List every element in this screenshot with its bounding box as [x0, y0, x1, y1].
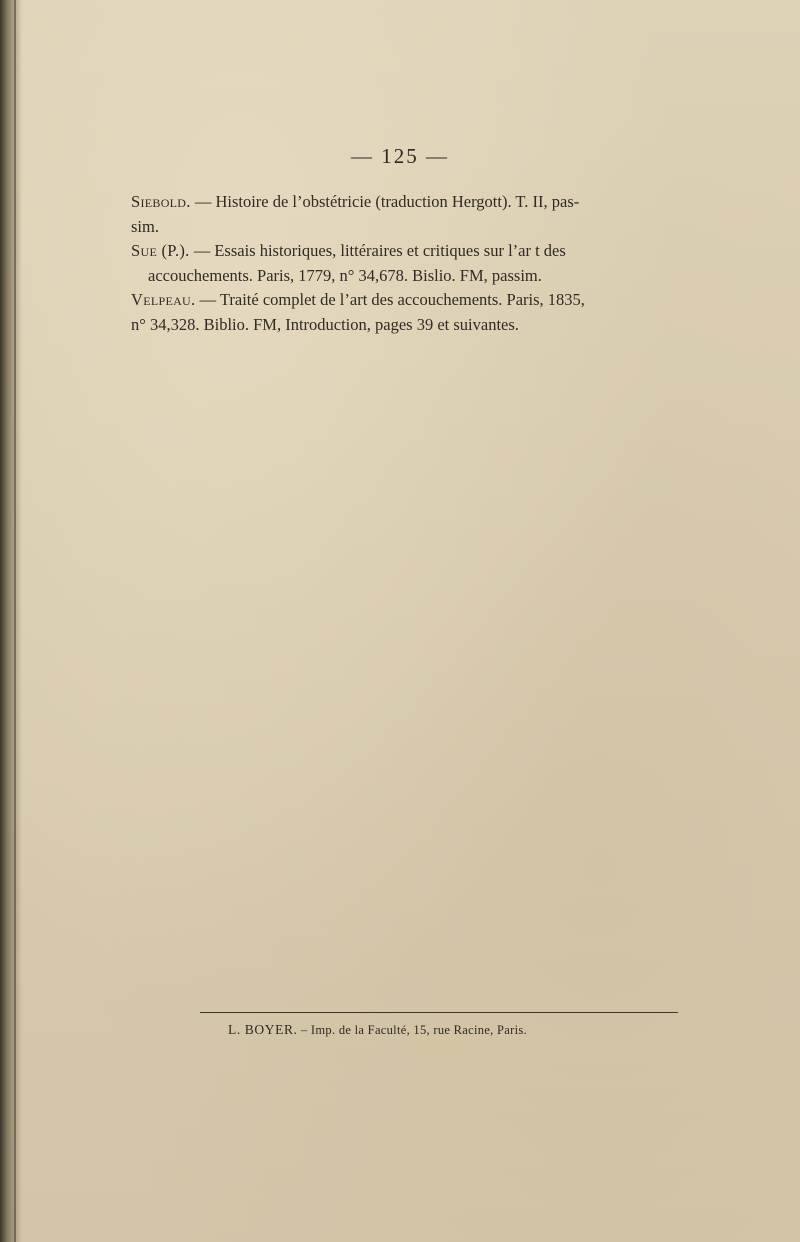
entry-text: — Essais historiques, littéraires et critiques sur l’ar t des: [189, 241, 566, 260]
entry-author: Siebold.: [131, 192, 191, 211]
entry-continuation-line: sim.: [131, 216, 159, 236]
entry-text: — Traité complet de l’art des accouchements. Paris, 1835,: [195, 290, 585, 309]
spine-line: [14, 0, 16, 1242]
page-number: — 125 —: [351, 144, 449, 168]
entry-continuation-line: accouchements. Paris, 1779, n° 34,678. Bislio. FM, passim.: [148, 265, 542, 285]
entry-author: Velpeau.: [131, 290, 196, 309]
spine-shadow: [0, 0, 22, 1242]
bibliography-entries: [131, 190, 696, 337]
entry-author: Sue (P.).: [131, 241, 190, 260]
bibliography-entry: [131, 239, 696, 288]
entry-first-line: [131, 239, 696, 264]
printer-imprint: [228, 1022, 527, 1038]
bibliography-entry: [131, 190, 696, 239]
printer-name: L. BOYER.: [228, 1022, 298, 1037]
printer-address: – Imp. de la Faculté, 15, rue Racine, Paris.: [297, 1023, 527, 1037]
imprint-rule: [200, 1012, 678, 1013]
entry-continuation-line: n° 34,328. Biblio. FM, Introduction, pages 39 et suivantes.: [131, 314, 519, 334]
bibliography-entry: [131, 288, 696, 337]
entry-text: — Histoire de l’obstétricie (traduction Hergott). T. II, pas-: [190, 192, 580, 211]
entry-first-line: [131, 190, 696, 215]
entry-first-line: [131, 288, 696, 313]
